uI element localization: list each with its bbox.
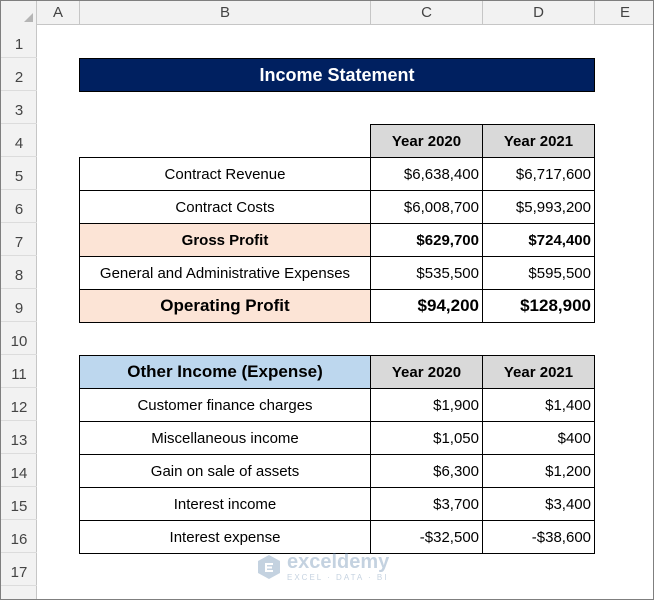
row-label[interactable]: Interest income <box>80 488 371 521</box>
row-header-5[interactable]: 5 <box>1 157 37 190</box>
table-row <box>80 257 595 290</box>
value-2021[interactable]: $595,500 <box>483 257 595 290</box>
value-2020[interactable]: $6,008,700 <box>371 191 483 224</box>
exceldemy-logo-icon <box>257 554 281 580</box>
other-income-table <box>79 355 595 554</box>
row-header-17[interactable]: 17 <box>1 553 37 586</box>
value-2020[interactable]: $1,050 <box>371 422 483 455</box>
row-label[interactable]: Contract Costs <box>80 191 371 224</box>
value-2021[interactable]: $1,200 <box>483 455 595 488</box>
value-2020[interactable]: $629,700 <box>371 224 483 257</box>
row-header-6[interactable]: 6 <box>1 190 37 223</box>
value-2021[interactable]: $3,400 <box>483 488 595 521</box>
watermark-tagline: EXCEL · DATA · BI <box>287 573 389 582</box>
blank-cell[interactable] <box>80 125 371 158</box>
other-income-title[interactable]: Other Income (Expense) <box>80 356 371 389</box>
row-header-2[interactable]: 2 <box>1 58 37 91</box>
table-row <box>80 488 595 521</box>
header-year-2020[interactable]: Year 2020 <box>371 125 483 158</box>
row-header-11[interactable]: 11 <box>1 355 37 388</box>
column-header-a[interactable]: A <box>37 1 80 25</box>
row-header-10[interactable]: 10 <box>1 322 37 355</box>
column-header-d[interactable]: D <box>483 1 595 25</box>
row-header-9[interactable]: 9 <box>1 289 37 322</box>
operating-profit-label[interactable]: Operating Profit <box>80 290 371 323</box>
value-2021[interactable]: $6,717,600 <box>483 158 595 191</box>
row-label[interactable]: General and Administrative Expenses <box>80 257 371 290</box>
header-year-2020[interactable]: Year 2020 <box>371 356 483 389</box>
column-header-c[interactable]: C <box>371 1 483 25</box>
value-2020[interactable]: $6,300 <box>371 455 483 488</box>
row-header-14[interactable]: 14 <box>1 454 37 487</box>
table-row <box>80 356 595 389</box>
column-header-e[interactable]: E <box>619 4 630 21</box>
value-2020[interactable]: $3,700 <box>371 488 483 521</box>
column-header-b[interactable]: B <box>80 1 371 25</box>
row-label[interactable]: Gain on sale of assets <box>80 455 371 488</box>
table-row <box>80 125 595 158</box>
row-header-1[interactable]: 1 <box>1 25 37 58</box>
row-header-3[interactable]: 3 <box>1 91 37 124</box>
table-row <box>80 455 595 488</box>
column-header-bar <box>1 1 654 25</box>
value-2021[interactable]: $1,400 <box>483 389 595 422</box>
value-2021[interactable]: $400 <box>483 422 595 455</box>
value-2021[interactable]: $724,400 <box>483 224 595 257</box>
row-header-16[interactable]: 16 <box>1 520 37 553</box>
table-row <box>80 158 595 191</box>
row-label[interactable]: Interest expense <box>80 521 371 554</box>
row-label[interactable]: Miscellaneous income <box>80 422 371 455</box>
row-label[interactable]: Contract Revenue <box>80 158 371 191</box>
income-statement-title[interactable]: Income Statement <box>79 58 595 92</box>
select-all-button[interactable] <box>1 1 37 25</box>
row-header-12[interactable]: 12 <box>1 388 37 421</box>
table-row <box>80 191 595 224</box>
row-header-15[interactable]: 15 <box>1 487 37 520</box>
value-2020[interactable]: -$32,500 <box>371 521 483 554</box>
row-header-bar <box>1 25 37 600</box>
value-2020[interactable]: $1,900 <box>371 389 483 422</box>
value-2021[interactable]: -$38,600 <box>483 521 595 554</box>
value-2021[interactable]: $5,993,200 <box>483 191 595 224</box>
watermark-name: exceldemy <box>287 551 390 573</box>
row-header-4[interactable]: 4 <box>1 124 37 157</box>
sheet-grid[interactable] <box>37 25 654 600</box>
value-2020[interactable]: $94,200 <box>371 290 483 323</box>
table-row <box>80 422 595 455</box>
exceldemy-watermark <box>257 552 389 582</box>
header-year-2021[interactable]: Year 2021 <box>483 125 595 158</box>
table-row <box>80 290 595 323</box>
watermark-text <box>287 552 389 582</box>
gross-profit-label[interactable]: Gross Profit <box>80 224 371 257</box>
row-label[interactable]: Customer finance charges <box>80 389 371 422</box>
table-row <box>80 224 595 257</box>
header-year-2021[interactable]: Year 2021 <box>483 356 595 389</box>
row-header-13[interactable]: 13 <box>1 421 37 454</box>
table-row <box>80 521 595 554</box>
table-row <box>80 389 595 422</box>
value-2021[interactable]: $128,900 <box>483 290 595 323</box>
value-2020[interactable]: $6,638,400 <box>371 158 483 191</box>
value-2020[interactable]: $535,500 <box>371 257 483 290</box>
row-header-8[interactable]: 8 <box>1 256 37 289</box>
income-table <box>79 124 595 323</box>
row-header-7[interactable]: 7 <box>1 223 37 256</box>
